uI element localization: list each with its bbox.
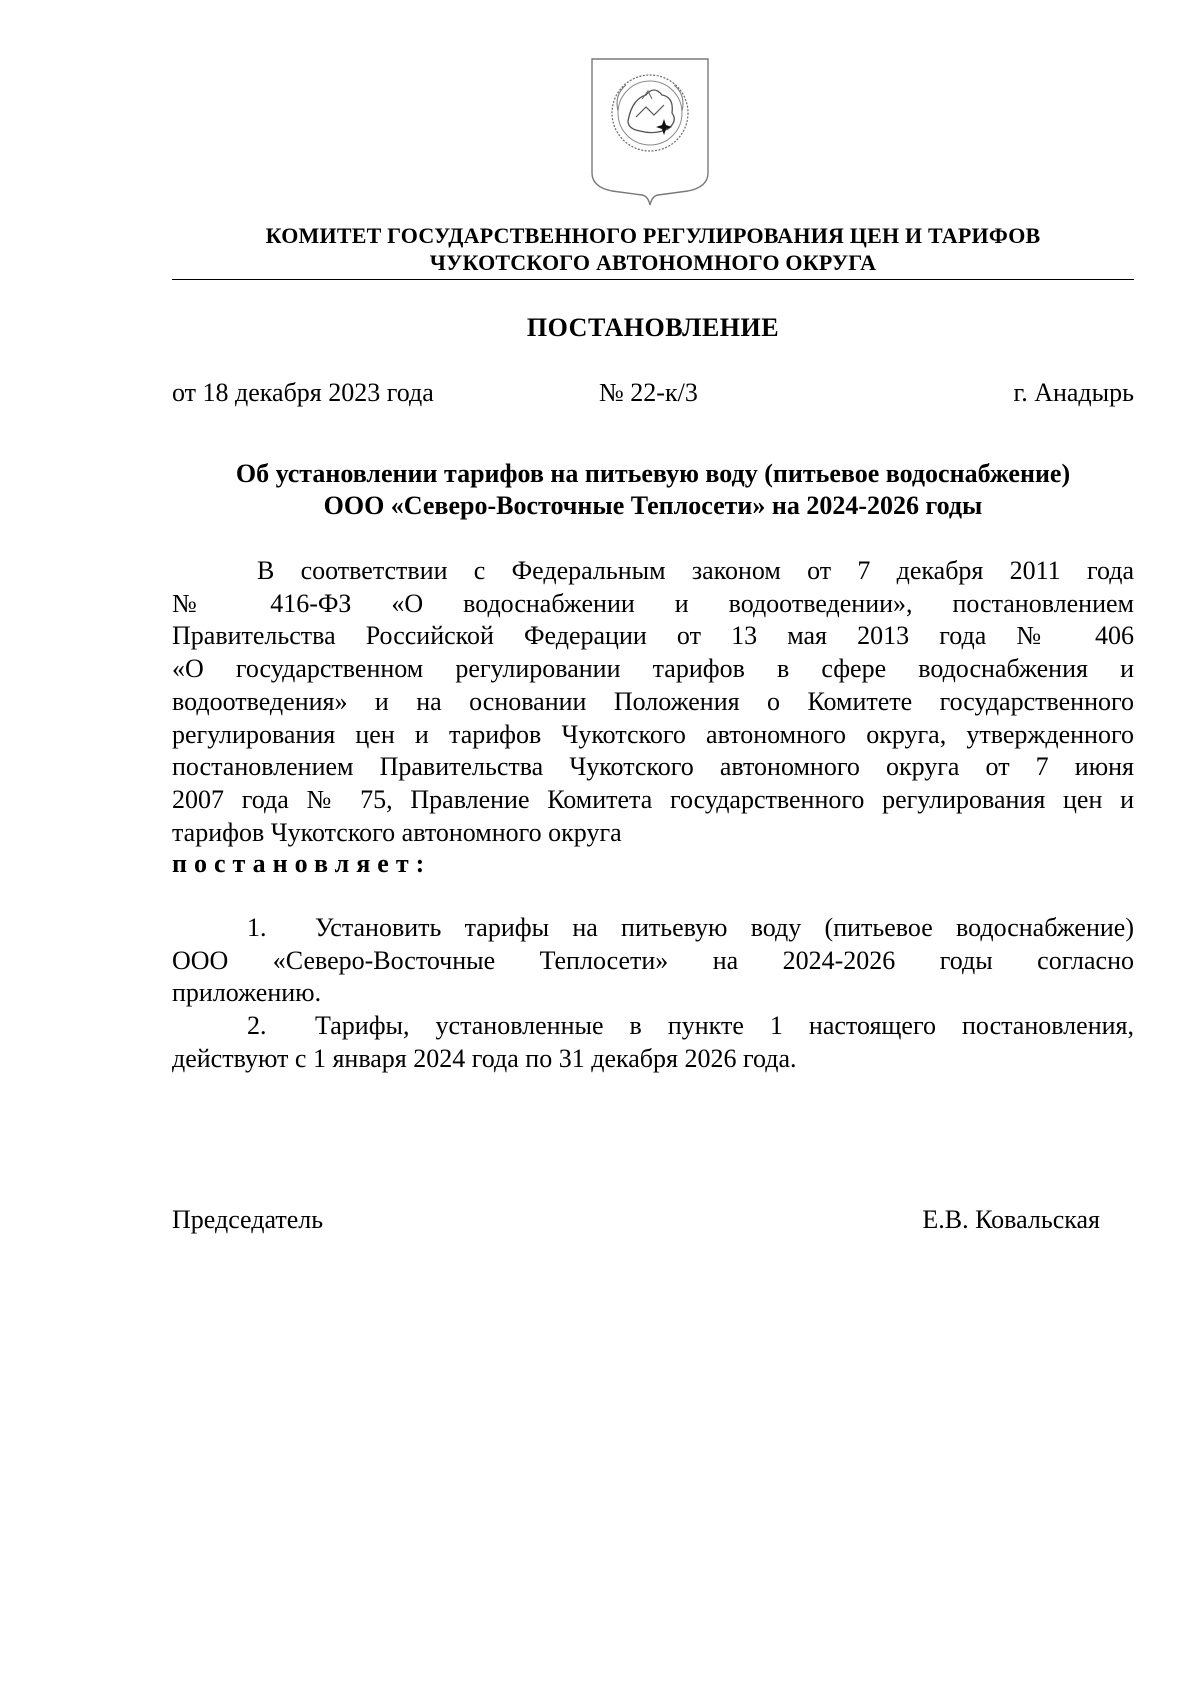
document-date: от 18 декабря 2023 года <box>172 378 434 407</box>
document-place: г. Анадырь <box>1013 378 1134 407</box>
item-text: действуют с 1 января 2024 года по 31 декабря 2026 года. <box>172 1043 797 1073</box>
preamble-line: постановлением Правительства Чукотского автономного округа от 7 июня <box>172 752 1134 782</box>
decree-word: постановляет: <box>172 849 432 878</box>
preamble-line: «О государственном регулировании тарифов в сфере водоснабжения и <box>172 654 1134 684</box>
organization-name-line-1: КОМИТЕТ ГОСУДАРСТВЕННОГО РЕГУЛИРОВАНИЯ ЦЕН И ТАРИФОВ <box>265 223 1041 248</box>
chukotka-coat-of-arms-icon <box>588 55 712 207</box>
item-number: 1. <box>247 913 267 942</box>
preamble-line: регулирования цен и тарифов Чукотского автономного округа, утвержденного <box>172 719 1134 749</box>
preamble-line: В соответствии с Федеральным законом от 7 декабря 2011 года <box>257 556 1134 585</box>
document-type: ПОСТАНОВЛЕНИЕ <box>526 313 780 342</box>
document-number: № 22-к/3 <box>599 378 698 407</box>
document-title <box>172 458 1134 522</box>
resolution-item <box>172 912 1134 1010</box>
preamble-line: Правительства Российской Федерации от 13 мая 2013 года № 406 <box>172 621 1134 651</box>
item-text: Тарифы, установленные в пункте 1 настоящего постановления, <box>315 1011 1134 1040</box>
preamble-line: № 416-ФЗ «О водоснабжении и водоотведении», постановлением <box>172 588 1134 618</box>
preamble-paragraph <box>172 555 1134 849</box>
organization-name-line-2: ЧУКОТСКОГО АВТОНОМНОГО ОКРУГА <box>429 250 877 275</box>
item-number: 2. <box>247 1011 267 1040</box>
organization-header <box>172 222 1134 276</box>
preamble-line: тарифов Чукотского автономного округа <box>172 817 622 847</box>
document-title-line-1: Об установлении тарифов на питьевую воду (питьевое водоснабжение) <box>235 459 1071 488</box>
item-text: Установить тарифы на питьевую воду (питьевое водоснабжение) <box>315 913 1134 942</box>
header-divider <box>172 279 1134 280</box>
document-title-line-2: ООО «Северо-Восточные Теплосети» на 2024-2026 годы <box>323 491 983 520</box>
resolution-item <box>172 1010 1134 1075</box>
preamble-line: 2007 года № 75, Правление Комитета государственного регулирования цен и <box>172 784 1134 814</box>
item-text: ООО «Северо-Восточные Теплосети» на 2024-2026 годы согласно <box>172 945 1134 975</box>
preamble-line: водоотведения» и на основании Положения о Комитете государственного <box>172 686 1134 716</box>
signatory-name: Е.В. Ковальская <box>922 1205 1100 1234</box>
signatory-title: Председатель <box>172 1205 324 1234</box>
item-text: приложению. <box>172 978 322 1008</box>
